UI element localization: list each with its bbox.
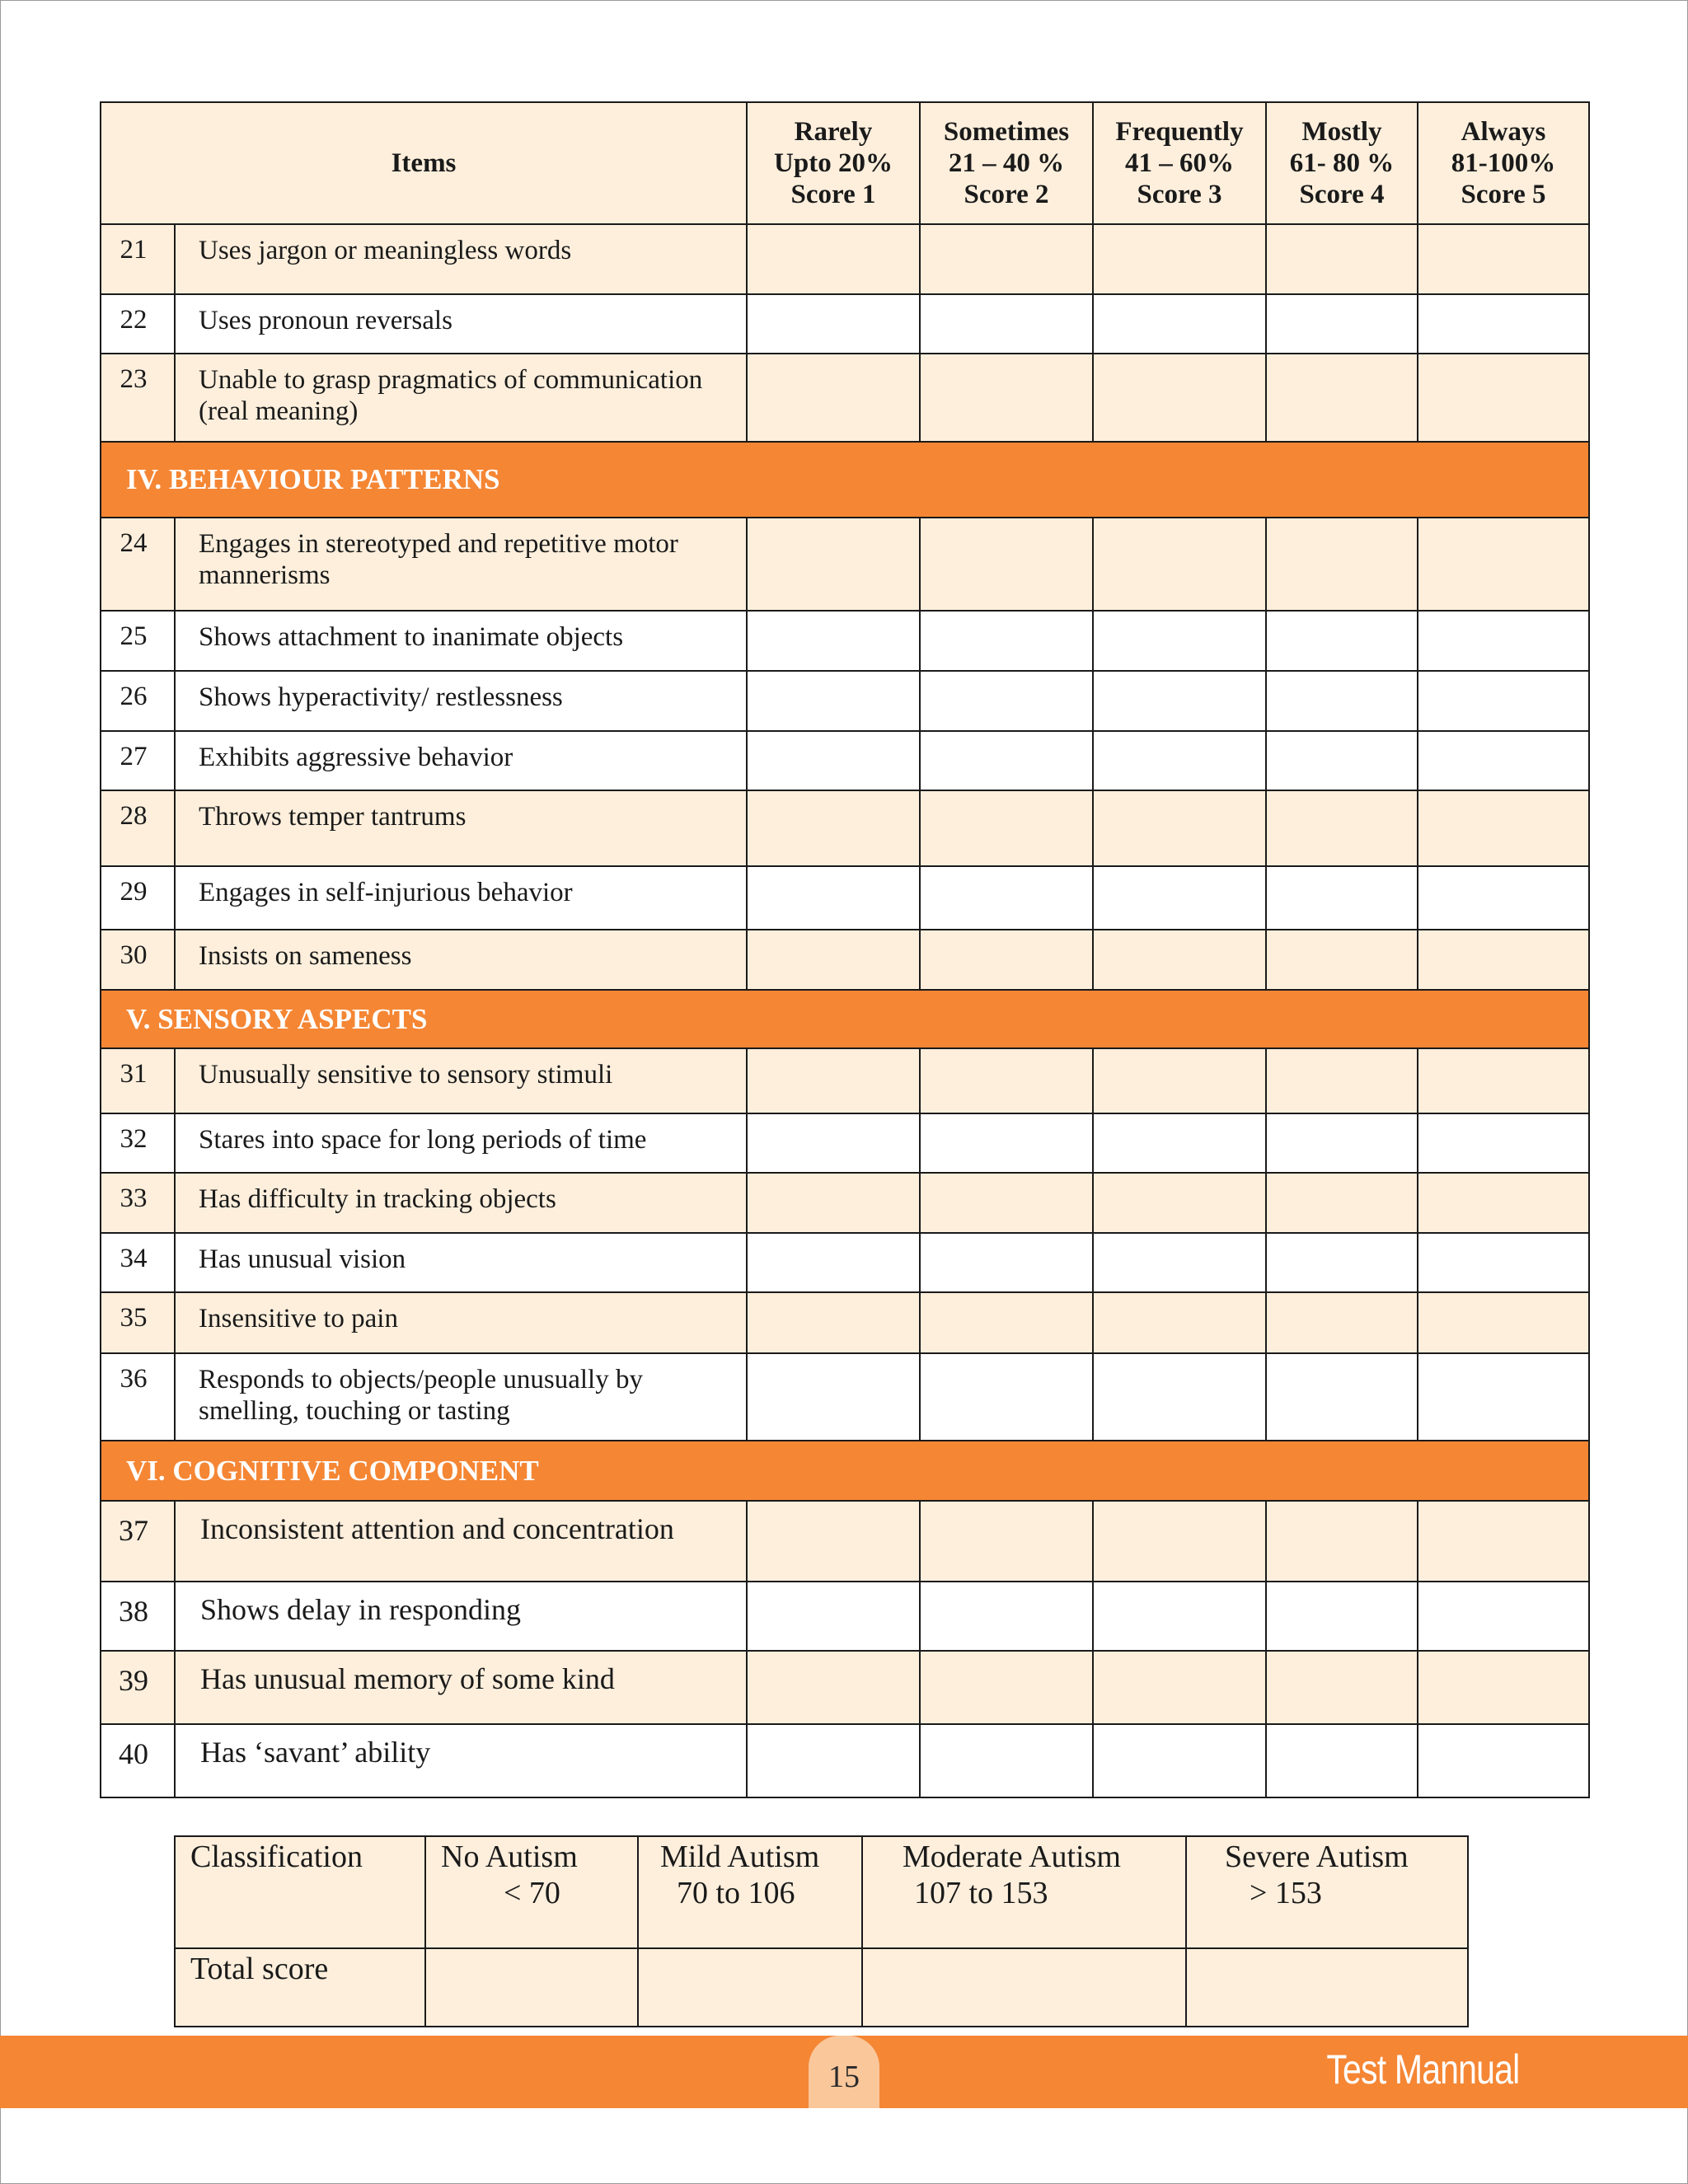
score-cell[interactable] bbox=[1093, 1292, 1266, 1353]
item-number: 37 bbox=[101, 1501, 175, 1582]
table-row bbox=[101, 1048, 1589, 1113]
section-header-cognitive bbox=[101, 1441, 1589, 1501]
category-severe-autism bbox=[1186, 1836, 1468, 1948]
score-cell[interactable] bbox=[747, 731, 920, 790]
score-cell[interactable] bbox=[747, 1173, 920, 1233]
section-header-behaviour bbox=[101, 442, 1589, 518]
score-cell[interactable] bbox=[1093, 354, 1266, 442]
score-cell[interactable] bbox=[1093, 671, 1266, 731]
page-number: 15 bbox=[809, 2036, 879, 2108]
table-row bbox=[101, 518, 1589, 611]
score-cell[interactable] bbox=[747, 1048, 920, 1113]
score-cell[interactable] bbox=[1418, 731, 1589, 790]
total-score-cell[interactable] bbox=[425, 1948, 638, 2027]
score-cell[interactable] bbox=[1418, 1173, 1589, 1233]
column-header-rarely: Rarely Upto 20% Score 1 bbox=[747, 102, 920, 224]
total-score-cell[interactable] bbox=[862, 1948, 1186, 2027]
section-title: V. SENSORY ASPECTS bbox=[101, 990, 1589, 1048]
score-cell[interactable] bbox=[920, 866, 1093, 930]
item-text: Engages in self-injurious behavior bbox=[175, 866, 747, 930]
score-cell[interactable] bbox=[1418, 354, 1589, 442]
classification-row bbox=[175, 1836, 1468, 1948]
score-cell[interactable] bbox=[1266, 930, 1418, 990]
score-cell[interactable] bbox=[747, 294, 920, 354]
score-cell[interactable] bbox=[1266, 1501, 1418, 1582]
score-cell[interactable] bbox=[1418, 1582, 1589, 1651]
item-text: Has unusual vision bbox=[175, 1233, 747, 1292]
score-cell[interactable] bbox=[1093, 790, 1266, 866]
score-cell[interactable] bbox=[1093, 1233, 1266, 1292]
score-cell[interactable] bbox=[1418, 224, 1589, 294]
table-row bbox=[101, 1292, 1589, 1353]
item-text: Throws temper tantrums bbox=[175, 790, 747, 866]
score-cell[interactable] bbox=[920, 224, 1093, 294]
column-header-sometimes: Sometimes 21 – 40 % Score 2 bbox=[920, 102, 1093, 224]
score-cell[interactable] bbox=[1266, 224, 1418, 294]
score-cell[interactable] bbox=[747, 866, 920, 930]
table-row bbox=[101, 1651, 1589, 1724]
item-text: Stares into space for long periods of time bbox=[175, 1113, 747, 1173]
score-cell[interactable] bbox=[1266, 1173, 1418, 1233]
score-cell[interactable] bbox=[1093, 611, 1266, 671]
item-number: 39 bbox=[101, 1651, 175, 1724]
category-name: Moderate Autism bbox=[903, 1840, 1121, 1874]
item-text: Insensitive to pain bbox=[175, 1292, 747, 1353]
category-name: Severe Autism bbox=[1225, 1840, 1409, 1874]
item-number: 27 bbox=[101, 731, 175, 790]
category-range: < 70 bbox=[504, 1876, 560, 1910]
table-row bbox=[101, 671, 1589, 731]
score-cell[interactable] bbox=[1418, 671, 1589, 731]
table-header-row bbox=[101, 102, 1589, 224]
category-no-autism bbox=[425, 1836, 638, 1948]
item-text: Insists on sameness bbox=[175, 930, 747, 990]
total-score-row bbox=[175, 1948, 1468, 2027]
score-cell[interactable] bbox=[1093, 518, 1266, 611]
table-row bbox=[101, 294, 1589, 354]
score-cell[interactable] bbox=[747, 1353, 920, 1441]
score-cell[interactable] bbox=[1093, 1048, 1266, 1113]
item-number: 40 bbox=[101, 1724, 175, 1797]
item-text: Inconsistent attention and concentration bbox=[175, 1501, 747, 1582]
total-score-cell[interactable] bbox=[1186, 1948, 1468, 2027]
score-cell[interactable] bbox=[920, 1292, 1093, 1353]
item-number: 38 bbox=[101, 1582, 175, 1651]
table-row bbox=[101, 1353, 1589, 1441]
section-title: VI. COGNITIVE COMPONENT bbox=[101, 1441, 1589, 1501]
score-cell[interactable] bbox=[1418, 518, 1589, 611]
score-cell[interactable] bbox=[1093, 294, 1266, 354]
score-cell[interactable] bbox=[1266, 1353, 1418, 1441]
item-number: 26 bbox=[101, 671, 175, 731]
score-cell[interactable] bbox=[1266, 354, 1418, 442]
total-score-label: Total score bbox=[175, 1948, 425, 2027]
score-cell[interactable] bbox=[1418, 1353, 1589, 1441]
score-cell[interactable] bbox=[1418, 1292, 1589, 1353]
score-cell[interactable] bbox=[920, 1048, 1093, 1113]
table-row bbox=[101, 1582, 1589, 1651]
rating-scale-table bbox=[100, 101, 1590, 1798]
score-cell[interactable] bbox=[1418, 1501, 1589, 1582]
score-cell[interactable] bbox=[920, 731, 1093, 790]
table-row bbox=[101, 354, 1589, 442]
score-cell[interactable] bbox=[747, 611, 920, 671]
score-cell[interactable] bbox=[1266, 1233, 1418, 1292]
score-cell[interactable] bbox=[1266, 1048, 1418, 1113]
item-text: Unable to grasp pragmatics of communication (real meaning) bbox=[175, 354, 747, 442]
item-text: Has unusual memory of some kind bbox=[175, 1651, 747, 1724]
score-cell[interactable] bbox=[1093, 930, 1266, 990]
item-number: 34 bbox=[101, 1233, 175, 1292]
category-mild-autism bbox=[638, 1836, 862, 1948]
score-cell[interactable] bbox=[747, 1233, 920, 1292]
score-cell[interactable] bbox=[747, 1651, 920, 1724]
column-header-mostly: Mostly 61- 80 % Score 4 bbox=[1266, 102, 1418, 224]
score-cell[interactable] bbox=[1093, 1113, 1266, 1173]
score-cell[interactable] bbox=[920, 1353, 1093, 1441]
score-cell[interactable] bbox=[1418, 611, 1589, 671]
section-header-sensory bbox=[101, 990, 1589, 1048]
item-text: Has ‘savant’ ability bbox=[175, 1724, 747, 1797]
table-row bbox=[101, 611, 1589, 671]
score-cell[interactable] bbox=[920, 518, 1093, 611]
item-number: 35 bbox=[101, 1292, 175, 1353]
item-number: 29 bbox=[101, 866, 175, 930]
score-cell[interactable] bbox=[1266, 671, 1418, 731]
score-cell[interactable] bbox=[920, 790, 1093, 866]
score-cell[interactable] bbox=[1093, 224, 1266, 294]
score-cell[interactable] bbox=[1418, 294, 1589, 354]
item-number: 25 bbox=[101, 611, 175, 671]
category-name: No Autism bbox=[441, 1840, 578, 1874]
score-cell[interactable] bbox=[1418, 790, 1589, 866]
score-cell[interactable] bbox=[747, 1501, 920, 1582]
score-cell[interactable] bbox=[1093, 1173, 1266, 1233]
score-cell[interactable] bbox=[920, 671, 1093, 731]
item-number: 32 bbox=[101, 1113, 175, 1173]
item-text: Exhibits aggressive behavior bbox=[175, 731, 747, 790]
score-cell[interactable] bbox=[747, 224, 920, 294]
item-text: Responds to objects/people unusually by smelling, touching or tasting bbox=[175, 1353, 747, 1441]
table-row bbox=[101, 930, 1589, 990]
score-cell[interactable] bbox=[920, 1173, 1093, 1233]
score-cell[interactable] bbox=[1093, 1501, 1266, 1582]
item-number: 33 bbox=[101, 1173, 175, 1233]
score-cell[interactable] bbox=[1266, 294, 1418, 354]
table-row bbox=[101, 1233, 1589, 1292]
items-header: Items bbox=[101, 102, 747, 224]
score-cell[interactable] bbox=[1093, 731, 1266, 790]
score-cell[interactable] bbox=[747, 1724, 920, 1797]
score-cell[interactable] bbox=[1266, 1292, 1418, 1353]
score-cell[interactable] bbox=[920, 1233, 1093, 1292]
item-text: Shows hyperactivity/ restlessness bbox=[175, 671, 747, 731]
score-cell[interactable] bbox=[1093, 866, 1266, 930]
item-number: 28 bbox=[101, 790, 175, 866]
score-cell[interactable] bbox=[1266, 1724, 1418, 1797]
total-score-cell[interactable] bbox=[638, 1948, 862, 2027]
column-header-always: Always 81-100% Score 5 bbox=[1418, 102, 1589, 224]
score-cell[interactable] bbox=[920, 354, 1093, 442]
score-cell[interactable] bbox=[747, 354, 920, 442]
score-cell[interactable] bbox=[1266, 1651, 1418, 1724]
item-text: Has difficulty in tracking objects bbox=[175, 1173, 747, 1233]
category-name: Mild Autism bbox=[660, 1840, 820, 1874]
item-number: 24 bbox=[101, 518, 175, 611]
item-number: 22 bbox=[101, 294, 175, 354]
classification-table bbox=[174, 1835, 1469, 2027]
item-number: 30 bbox=[101, 930, 175, 990]
score-cell[interactable] bbox=[747, 1113, 920, 1173]
item-number: 23 bbox=[101, 354, 175, 442]
score-cell[interactable] bbox=[1418, 1724, 1589, 1797]
score-cell[interactable] bbox=[920, 1651, 1093, 1724]
score-cell[interactable] bbox=[920, 1501, 1093, 1582]
score-cell[interactable] bbox=[1093, 1353, 1266, 1441]
score-cell[interactable] bbox=[1418, 930, 1589, 990]
classification-label: Classification bbox=[175, 1836, 425, 1948]
section-title: IV. BEHAVIOUR PATTERNS bbox=[101, 442, 1589, 518]
score-cell[interactable] bbox=[1266, 1582, 1418, 1651]
score-cell[interactable] bbox=[747, 930, 920, 990]
score-cell[interactable] bbox=[747, 671, 920, 731]
item-text: Uses jargon or meaningless words bbox=[175, 224, 747, 294]
category-moderate-autism bbox=[862, 1836, 1186, 1948]
score-cell[interactable] bbox=[747, 1292, 920, 1353]
score-cell[interactable] bbox=[747, 790, 920, 866]
score-cell[interactable] bbox=[1266, 611, 1418, 671]
footer-title: Test Mannual bbox=[1325, 2046, 1519, 2093]
score-cell[interactable] bbox=[920, 1724, 1093, 1797]
table-row bbox=[101, 790, 1589, 866]
item-text: Shows attachment to inanimate objects bbox=[175, 611, 747, 671]
table-row bbox=[101, 866, 1589, 930]
category-range: 107 to 153 bbox=[914, 1876, 1048, 1910]
item-text: Engages in stereotyped and repetitive motor mannerisms bbox=[175, 518, 747, 611]
score-cell[interactable] bbox=[1418, 866, 1589, 930]
item-number: 31 bbox=[101, 1048, 175, 1113]
category-range: > 153 bbox=[1250, 1876, 1322, 1910]
score-cell[interactable] bbox=[1093, 1582, 1266, 1651]
item-text: Uses pronoun reversals bbox=[175, 294, 747, 354]
table-row bbox=[101, 1501, 1589, 1582]
score-cell[interactable] bbox=[1266, 731, 1418, 790]
score-cell[interactable] bbox=[1266, 1113, 1418, 1173]
category-range: 70 to 106 bbox=[677, 1876, 795, 1910]
score-cell[interactable] bbox=[1266, 866, 1418, 930]
score-cell[interactable] bbox=[1418, 1233, 1589, 1292]
item-number: 21 bbox=[101, 224, 175, 294]
score-cell[interactable] bbox=[1418, 1651, 1589, 1724]
table-row bbox=[101, 1724, 1589, 1797]
score-cell[interactable] bbox=[920, 930, 1093, 990]
score-cell[interactable] bbox=[920, 1113, 1093, 1173]
table-row bbox=[101, 731, 1589, 790]
table-row bbox=[101, 1173, 1589, 1233]
score-cell[interactable] bbox=[1266, 790, 1418, 866]
score-cell[interactable] bbox=[920, 611, 1093, 671]
table-row bbox=[101, 224, 1589, 294]
score-cell[interactable] bbox=[747, 518, 920, 611]
score-cell[interactable] bbox=[747, 1582, 920, 1651]
item-text: Unusually sensitive to sensory stimuli bbox=[175, 1048, 747, 1113]
item-number: 36 bbox=[101, 1353, 175, 1441]
score-cell[interactable] bbox=[1418, 1113, 1589, 1173]
item-text: Shows delay in responding bbox=[175, 1582, 747, 1651]
score-cell[interactable] bbox=[1418, 1048, 1589, 1113]
score-cell[interactable] bbox=[1266, 518, 1418, 611]
score-cell[interactable] bbox=[1093, 1724, 1266, 1797]
score-cell[interactable] bbox=[920, 294, 1093, 354]
column-header-frequently: Frequently 41 – 60% Score 3 bbox=[1093, 102, 1266, 224]
score-cell[interactable] bbox=[920, 1582, 1093, 1651]
score-cell[interactable] bbox=[1093, 1651, 1266, 1724]
table-row bbox=[101, 1113, 1589, 1173]
